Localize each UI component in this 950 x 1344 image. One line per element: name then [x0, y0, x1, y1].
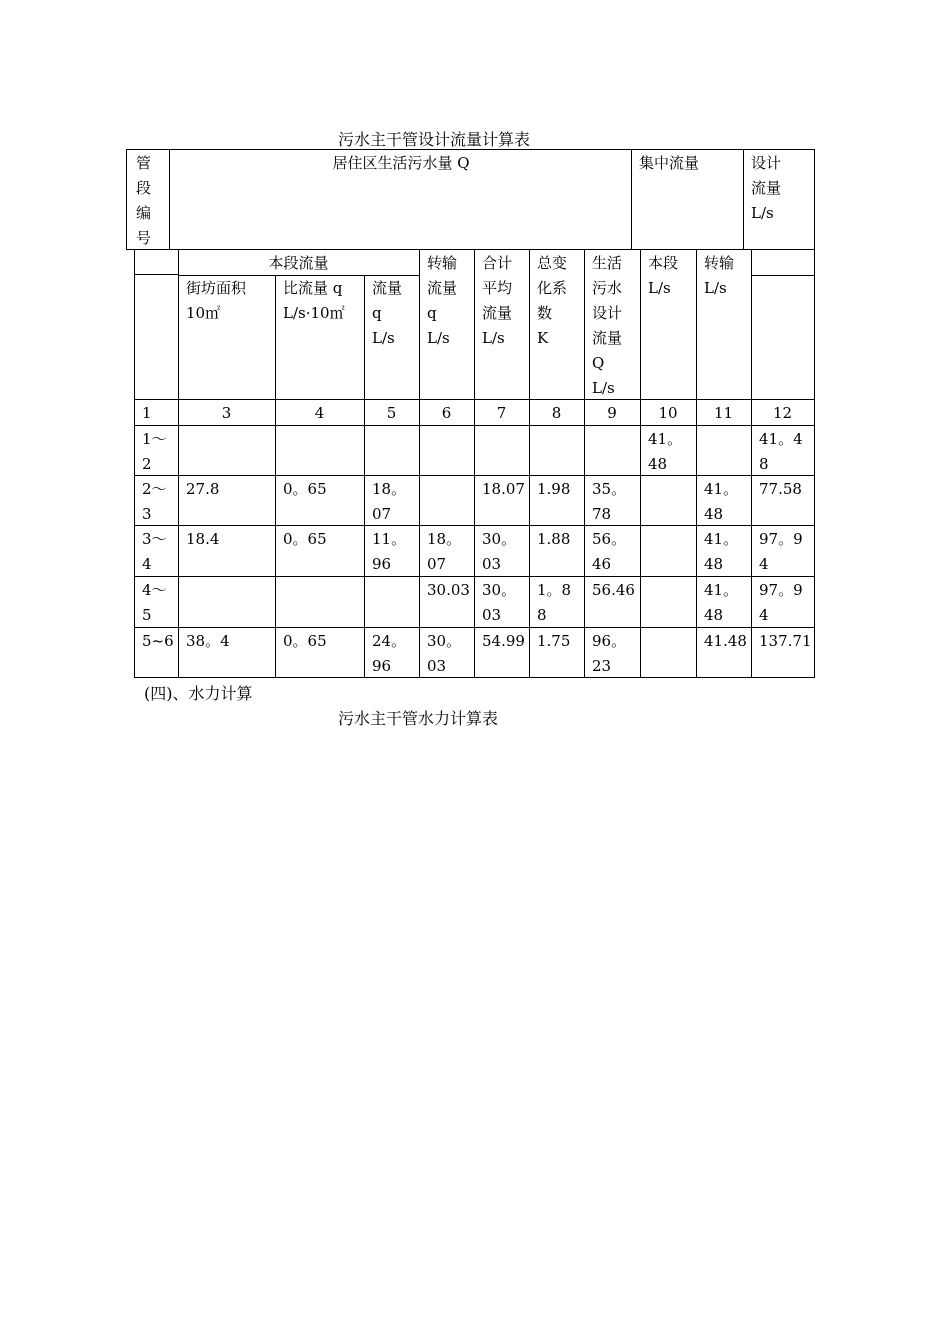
table-cell: 97。9 4: [759, 530, 803, 573]
table-title-hydraulic: 污水主干管水力计算表: [338, 709, 499, 728]
table-cell: [584, 425, 640, 427]
header-domestic-design-flow: 生活 污水 设计 流量 Q L/s: [592, 254, 623, 397]
column-number: 5: [386, 404, 397, 422]
table-cell: 1.98: [537, 480, 571, 498]
header-transfer-flow: 转输 流量 q L/s: [427, 254, 458, 347]
table-cell: 11。 96: [372, 530, 407, 573]
table-cell: 96。 23: [592, 632, 627, 675]
header-average-flow: 合计 平均 流量 L/s: [482, 254, 513, 347]
column-number: 9: [607, 404, 617, 422]
table-cell: [529, 425, 584, 427]
table-cell: 1.75: [537, 632, 571, 650]
header-design-flow: 设计 流量 L/s: [751, 154, 782, 222]
table-cell: [696, 425, 751, 427]
table-cell: [178, 425, 275, 427]
table-cell: 41。 48: [704, 530, 739, 573]
table-cell: 41。 48: [704, 480, 739, 523]
header-block-area: 街坊面积 10㎡: [186, 279, 247, 322]
column-number: 4: [314, 404, 325, 422]
column-number: 6: [441, 404, 452, 422]
table-cell: [178, 576, 275, 578]
table-cell: 1。8 8: [537, 581, 572, 624]
table-cell: 27.8: [186, 480, 220, 498]
header-flow-q: 流量 q L/s: [372, 279, 403, 347]
pipe-segment-id: 3～ 4: [142, 530, 167, 573]
table-cell: 18。 07: [427, 530, 462, 573]
table-cell: 0。65: [283, 530, 327, 548]
column-number: 1: [142, 404, 152, 422]
column-number: 7: [496, 404, 507, 422]
table-cell: 54.99: [482, 632, 525, 650]
table-cell: 38。4: [186, 632, 230, 650]
header-concentrated-transfer: 转输 L/s: [704, 254, 735, 297]
header-local-flow: 本段流量: [268, 254, 329, 272]
pipe-segment-id: 1～ 2: [142, 430, 167, 473]
table-cell: [364, 576, 419, 578]
header-concentrated-flow: 集中流量: [639, 154, 700, 172]
column-number: 10: [658, 404, 678, 422]
table-cell: 77.58: [759, 480, 802, 498]
pipe-segment-id: 4～ 5: [142, 581, 167, 624]
column-number: 8: [551, 404, 562, 422]
header-residential-sewage: 居住区生活污水量 Q: [332, 154, 470, 172]
table-cell: 24。 96: [372, 632, 407, 675]
table-cell: 41.48: [704, 632, 747, 650]
pipe-segment-id: 2～ 3: [142, 480, 167, 523]
table-cell: [640, 576, 696, 578]
table-cell: 56。 46: [592, 530, 627, 573]
pipe-segment-id: 5~6: [142, 632, 174, 650]
column-number: 11: [713, 404, 734, 422]
table-cell: 30。 03: [427, 632, 462, 675]
table-cell: [419, 475, 474, 477]
table-cell: 1.88: [537, 530, 571, 548]
header-pipe-segment: 管 段 编 号: [136, 154, 152, 247]
table-cell: 0。65: [283, 632, 327, 650]
table-cell: 56.46: [592, 581, 635, 599]
section-heading: (四)、水力计算: [144, 684, 253, 703]
header-variation-coefficient: 总变 化系 数 K: [537, 254, 568, 347]
table-cell: 0。65: [283, 480, 327, 498]
table-cell: [640, 525, 696, 527]
table-cell: 18.4: [186, 530, 220, 548]
header-concentrated-local: 本段 L/s: [648, 254, 679, 297]
table-cell: [640, 627, 696, 629]
table-cell: 41。4 8: [759, 430, 803, 473]
header-specific-flow: 比流量 q L/s·10㎡: [283, 279, 345, 322]
table-cell: 30。 03: [482, 530, 517, 573]
table-cell: 137.71: [759, 632, 812, 650]
table-cell: 35。 78: [592, 480, 627, 523]
table-cell: 18。 07: [372, 480, 407, 523]
table-cell: [640, 475, 696, 477]
table-cell: [419, 425, 474, 427]
table-cell: 97。9 4: [759, 581, 803, 624]
table-cell: [474, 425, 529, 427]
table-cell: [275, 425, 364, 427]
table-cell: 18.07: [482, 480, 525, 498]
column-number: 12: [772, 404, 793, 422]
table-cell: 41。 48: [704, 581, 739, 624]
table-cell: 41。 48: [648, 430, 683, 473]
column-number: 3: [221, 404, 232, 422]
table-cell: [364, 425, 419, 427]
table-cell: 30。 03: [482, 581, 517, 624]
table-title: 污水主干管设计流量计算表: [338, 130, 531, 149]
table-cell: [275, 576, 364, 578]
table-cell: 30.03: [427, 581, 470, 599]
